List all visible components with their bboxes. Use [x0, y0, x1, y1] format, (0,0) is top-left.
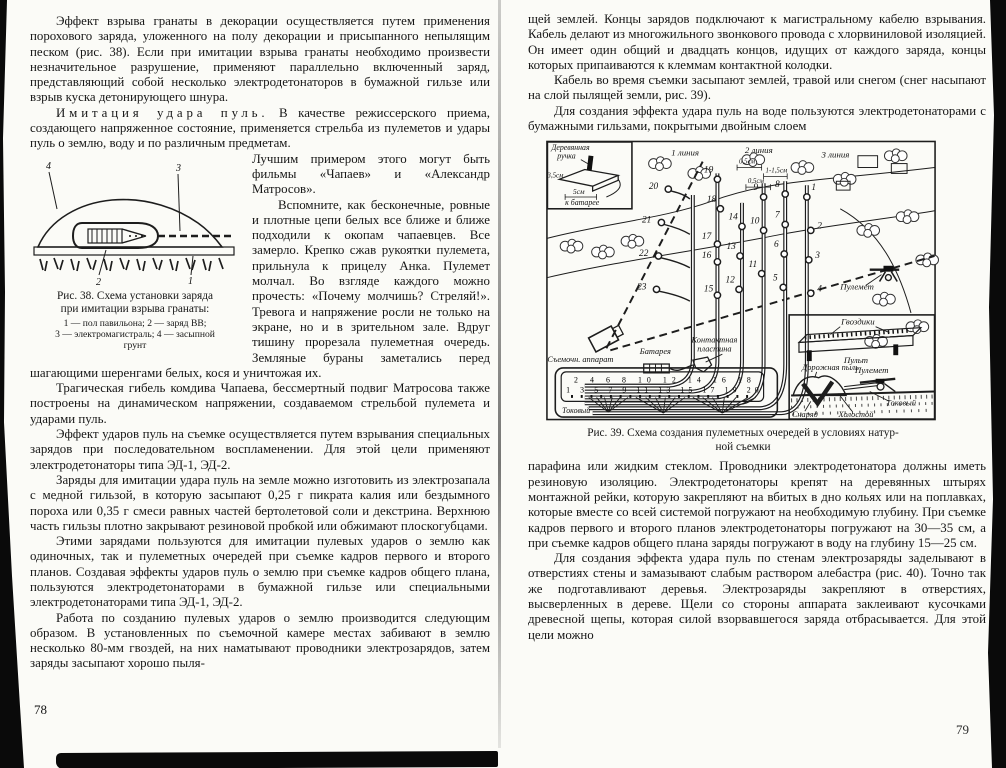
caption-line: Рис. 38. Схема установки заряда — [57, 289, 213, 302]
current-wire-label: Токовый — [562, 406, 591, 416]
callout-label: 3 — [176, 162, 181, 174]
paragraph: Эффект ударов пуль на съемке осуществляется путем взрывания специальных зарядов при последовательном воспламенении. Для этой цели применяют электродетонаторы типа ЭД-1, ЭД-2. — [30, 427, 490, 472]
page-number-right: 79 — [956, 722, 969, 737]
line-2-label: 2 линия — [744, 145, 773, 156]
scan-edge-bottom — [56, 751, 498, 768]
paragraph-text: В качестве режиссерского приема, создающего напряженное состояние, применяется стрельба из пулеметов и удары пуль о землю, воду и по различным предметам. — [30, 105, 490, 151]
callout-1 — [188, 256, 193, 287]
terminal-numbers-bottom: 1 3 5 7 9 11 13 15 17 19 20 — [566, 385, 759, 395]
book-gutter-shadow — [498, 0, 501, 748]
dim-label: 1-1,5см — [765, 167, 788, 175]
figure-39-caption — [542, 427, 944, 454]
page-right — [528, 12, 986, 762]
charge-number: 10 — [750, 216, 760, 227]
charge-number: 5 — [773, 273, 778, 284]
contact-plate-icon — [693, 358, 712, 373]
charge-number: 1 — [811, 183, 817, 194]
to-battery-label: к батарее — [565, 198, 600, 208]
machine-gun-label: Пулемет — [840, 281, 874, 292]
caption-line: при имитации взрыва гранаты: — [60, 302, 210, 315]
paragraph: Для создания эффекта удара пуль по стенам электрозаряды заделывают в отверстиях стены и замазывают слабым раствором алебастра (рис. 40). Точно так же подготавливают деревья. Электрозаряды закрепляют в отверстиях, высверленных в дереве. Щели со стороны аппарата заклеивают кусочками древесной щепы, которая силой взорвавшегося заряда отбрасывается. Для этой цели можно — [528, 551, 986, 642]
ground-hatching — [40, 258, 223, 271]
paragraph: Заряды для имитации удара пуль на земле можно изготовить из электрозапала с медной гильзой, в которую засыпают 0,25 г пикрата калия или бездымного пороха или 0,35 г смеси равных частей бертолетовой соли и декстрина. Верхнюю часть гильзы плотно закрывают резиновой пробкой или обжимают плоскогубцами. — [30, 472, 490, 533]
charge-number: 6 — [774, 240, 779, 251]
paragraph: парафина или жидким стеклом. Проводники электродетонатора должны иметь резиновую изоляцию. Электродетонаторы крепят на деревянных штырях монтажной рейки, которую закрепляют на вбитых в дно кольях или на поплавках, которые вместе со всей системой погружают на необходимую глубину. При съемке кадров первого и второго планов электродетонаторы погружают на 30—35 см, а при съемке кадров общего плана заряды погружают в воду на глубину 15—25 см. — [528, 459, 986, 550]
handle-inset — [546, 142, 632, 209]
console-label: Пульт — [843, 355, 869, 366]
paragraph: Работа по созданию пулевых ударов о землю производится следующим образом. В установленных по съемочной камере местах забивают в землю несколько 80-мм гвоздей, на них наматывают проводники электрозарядов, затем заряды засыпают хорошо пыля- — [30, 610, 490, 671]
charge-number: 3 — [815, 251, 820, 262]
nails-label: Гвоздики — [841, 317, 875, 328]
callout-label: 1 — [188, 275, 193, 287]
paragraph: Лучшим примером этого могут быть фильмы «Чапаев» и «Александр Матросов». — [252, 151, 490, 197]
charge-number: 19 — [703, 165, 714, 176]
charge-number: 21 — [642, 215, 652, 226]
dim-label: 3,5см — [547, 172, 564, 180]
charge-number: 9 — [753, 183, 759, 194]
page-left — [30, 14, 490, 756]
figure-38 — [30, 157, 240, 351]
handle-label: ручка — [557, 152, 576, 162]
dim-label: 0,5см — [747, 178, 764, 186]
figure-38-legend — [30, 318, 240, 351]
charge-number: 20 — [648, 182, 659, 193]
blank-charge-label: Холостой — [838, 410, 874, 420]
paragraph: Для создания эффекта удара пуль на воде пользуются электродетонаторами с бумажными гильзами, покрытыми двойным слоем — [528, 103, 986, 134]
caption-line: ной съемки — [715, 440, 771, 453]
charge-number: 14 — [728, 212, 738, 223]
charge-numbers — [637, 166, 822, 295]
camera-label: Съемочн. аппарат — [547, 355, 614, 365]
callout-label: 4 — [46, 160, 51, 172]
contact-plate-label: Контактная — [691, 335, 738, 345]
figure-39-drawing — [542, 140, 940, 422]
legend-line: грунт — [123, 339, 147, 351]
panel-machine-gun-icon — [860, 379, 895, 392]
charge-number: 7 — [775, 210, 780, 221]
callout-4 — [46, 161, 57, 209]
legend-line: 3 — электромагистраль; 4 — засыпной — [55, 328, 215, 340]
caption-line: Рис. 39. Схема создания пулеметных очередей в условиях натур- — [587, 427, 899, 440]
page-number-left: 78 — [34, 702, 47, 717]
dust-label: Дорожная пыль — [801, 363, 859, 373]
charge-number: 15 — [703, 284, 714, 295]
charge-number: 4 — [817, 284, 822, 295]
charge-number: 13 — [726, 242, 736, 253]
paragraph: щей землей. Концы зарядов подключают к магистральному кабелю взрывания. Кабель делают из многожильного звонкового провода с хлорвиниловой изоляцией. Он имеет один общий и двадцать концов, идущих от каждого заряда, концы которых припаиваются к клеммам контактной колодки. — [528, 12, 986, 72]
paragraph — [30, 106, 490, 152]
figure-38-caption — [30, 290, 240, 316]
charge-number: 18 — [706, 195, 717, 206]
charge-connectors — [659, 191, 689, 301]
scan-edge-right — [986, 0, 1006, 768]
charge-number: 8 — [775, 180, 780, 191]
figure-38-drawing — [30, 157, 240, 287]
panel-current-label: Токовый — [886, 398, 917, 408]
run-in-heading: Имитация удара пуль. — [56, 105, 269, 120]
callout-label: 2 — [96, 276, 101, 287]
contact-plate-label: пластина — [697, 344, 732, 354]
panel-gun-label: Пулемет — [854, 365, 889, 376]
paragraph: Трагическая гибель комдива Чапаева, бессмертный подвиг Матросова также построены на динамическом напряжении, создаваемом стрельбой пулемета и ударами пуль. — [30, 381, 490, 426]
terminal-numbers-top: 2 4 6 8 10 12 14 16 18 — [573, 376, 751, 386]
charge-number: 23 — [637, 282, 647, 293]
charge-number: 16 — [701, 251, 712, 262]
legend-line: 1 — пол павильона; 2 — заряд ВВ; — [63, 317, 207, 329]
charge-number: 2 — [817, 221, 822, 232]
dim-label: 5см — [572, 187, 585, 197]
handle-label: Деревянная — [551, 143, 590, 153]
scan-edge-left — [0, 0, 24, 768]
callout-3 — [175, 163, 181, 231]
paragraph: Эффект взрыва гранаты в декорации осуществляется путем применения порохового заряда, уложенного на полу декорации и присыпанного непылящим песком (рис. 38). Если при имитации взрыва гранаты необходимо произвести незначительное разрушение, применяют параллельно включенный заряд, представляющий собой несколько электродетонаторов в бумажной гильзе или взрыв куска детонирующего шнура. — [30, 14, 490, 105]
line-1-label: 1 линия — [671, 148, 700, 159]
paragraph: Вспомните, как бесконечные, ровные и плотные цепи белых все ближе и ближе подходили к окопам чапаевцев. Все замерло. Крепко сжав рукоятки пулемета, прильнула к прицелу Анка. Пулемет молчал. Во взгляде каждого можно прочесть: «Почему молчишь? Стреляй!». Тревога и напряжение росли не только на экране, но и в зрительном зале. Вдруг тишину прорезала пулеметная очередь. Земляные бураны заметались перед шагающими шеренгами белых, кося и уничтожая их. — [30, 197, 490, 380]
line-3-label: 3 линия — [821, 150, 850, 161]
dim-label: 0,5см — [739, 158, 756, 166]
charge-number: 17 — [701, 232, 712, 243]
charge-capsule — [73, 223, 158, 248]
shell-label: Снаряд — [791, 410, 818, 420]
paragraph: Этими зарядами пользуются для имитации пулевых ударов о землю как одиночных, так и пулеметных очередей при съемке кадров первого и второго планов. Создавая эффекты ударов пуль о землю при съемке кадров общего плана, пользуются электродетонаторами в бумажной гильзе или специальными электродетонаторами типа ЭД-1, ЭД-2. — [30, 534, 490, 610]
figure-39 — [542, 140, 944, 454]
charge-number: 11 — [748, 260, 758, 271]
charge-number: 12 — [725, 275, 735, 286]
battery-label: Батарея — [639, 347, 671, 357]
paragraph: Кабель во время съемки засыпают землей, травой или снегом (снег насыпают на слой пылящей земли, рис. 39). — [528, 73, 986, 103]
charge-number: 22 — [639, 249, 649, 260]
